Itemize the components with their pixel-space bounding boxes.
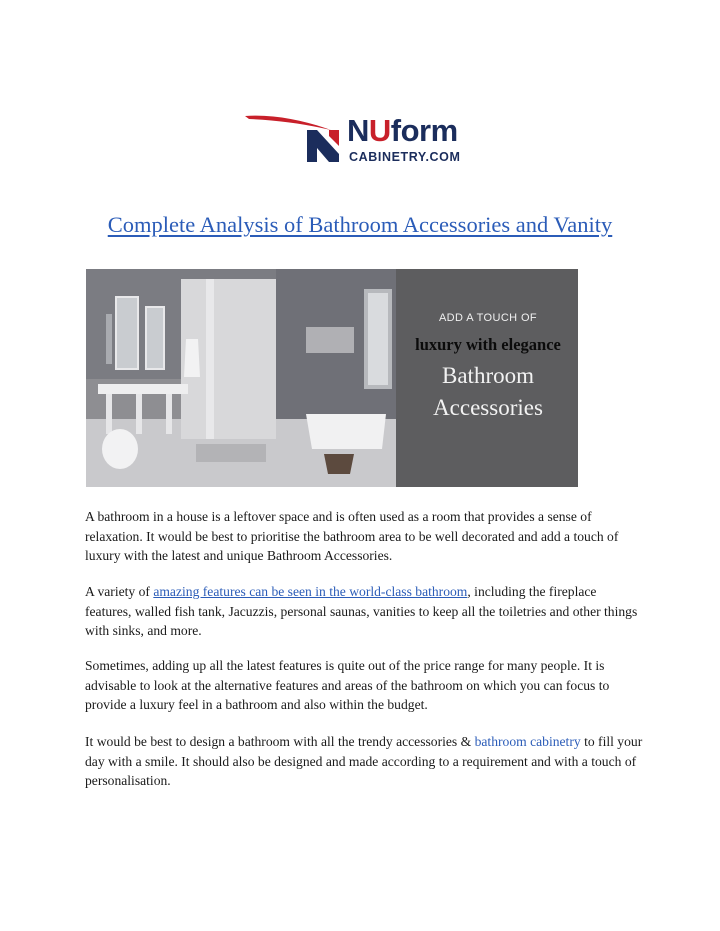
paragraph-intro: A bathroom in a house is a leftover space and is often used as a room that provides a sense of relaxation. It would be best to prioritise the bathroom area to be well decorated and add a touch of luxury with the latest and unique Bathroom Accessories.	[85, 509, 619, 564]
paragraph-design-text-1: It would be best to design a bathroom with all the trendy accessories &	[85, 734, 475, 749]
paragraph-budget: Sometimes, adding up all the latest features is quite out of the price range for many people. It is advisable to look at the alternative features and areas of the bathroom on which you can focus to provide a luxury feel in a bathroom and also within the budget.	[85, 658, 610, 713]
hero-banner	[86, 269, 578, 487]
hero-line-4: Accessories	[433, 395, 543, 420]
hero-line-3: Bathroom	[442, 363, 534, 388]
page-title[interactable]: Complete Analysis of Bathroom Accessories and Vanity	[107, 212, 613, 237]
logo-wordmark: NUform	[347, 113, 458, 148]
paragraph-features	[85, 582, 645, 641]
paragraph-design	[85, 732, 645, 791]
logo-subtitle: CABINETRY.COM	[349, 150, 461, 164]
logo-mark-icon	[243, 110, 353, 170]
paragraph-features-text-2: , including the fireplace features, walled fish tank, Jacuzzis, personal saunas, vanities to keep all the toiletries and other things with sinks, and more.	[85, 584, 638, 639]
hero-line-2: luxury with elegance	[415, 335, 561, 354]
brand-logo	[243, 110, 473, 170]
link-world-class-bathroom[interactable]: amazing features can be seen in the world-class bathroom	[153, 584, 468, 599]
paragraph-features-text-1: A variety of	[85, 584, 154, 599]
hero-caption	[398, 269, 578, 487]
link-bathroom-cabinetry[interactable]: bathroom cabinetry	[474, 734, 581, 749]
hero-line-1: ADD A TOUCH OF	[438, 312, 538, 324]
paragraph-design-text-2: to fill your day with a smile. It should also be designed and made according to a requirement and with a touch of personalisation.	[85, 734, 643, 789]
